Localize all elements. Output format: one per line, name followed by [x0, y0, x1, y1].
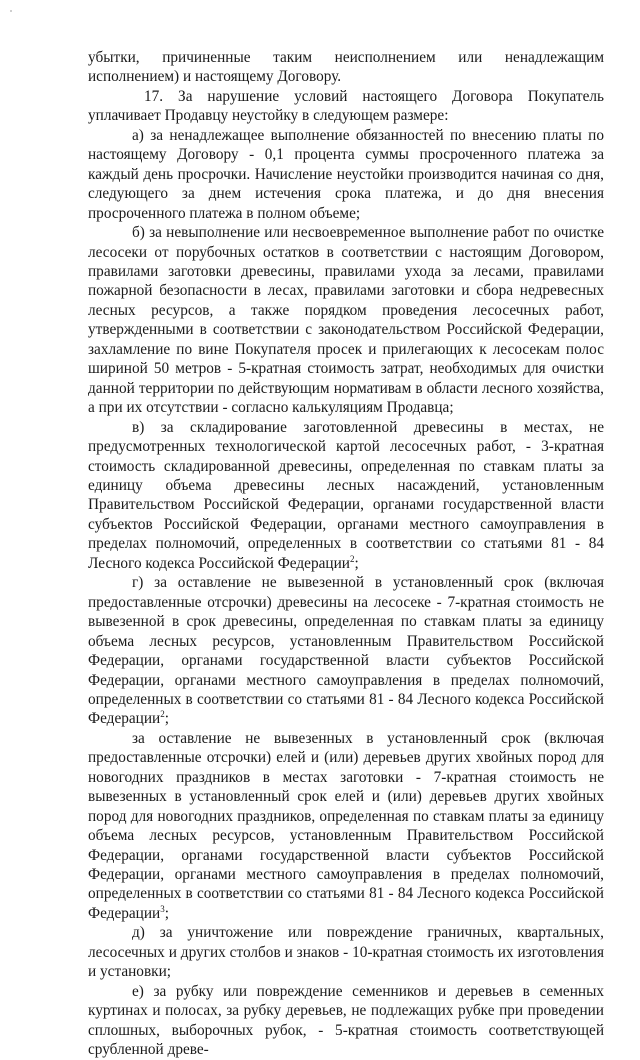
paragraph-continuation: [88, 48, 604, 87]
paragraph-text: в) за складирование заготовленной древесины в местах, не предусмотренных технологической картой лесосечных работ, - 3-кратная стоимость складированной древесины, определенная по ставкам платы за единицу объема древесины лесных насаждений, установленным Правительством Российской Федерации, органами государственной власти субъектов Российской Федерации, органами местного самоуправления в пределах полномочий, определенных в соответствии со статьями 81 - 84 Лесного кодекса Российской Федерации: [88, 418, 604, 572]
paragraph-item-b: [88, 223, 604, 418]
document-page: [88, 48, 604, 1060]
paragraph-tail: ;: [164, 710, 169, 728]
paragraph-item-v: [88, 418, 604, 574]
paragraph-text: б) за невыполнение или несвоевременное выполнение работ по очистке лесосеки от порубочных остатков в соответствии с настоящим Договором, правилами заготовки древесины, правилами ухода за лесами, правилами пожарной безопасности в лесах, правилами заготовки и сбора недревесных лесных ресурсов, а также порядком проведения лесосечных работ, утвержденными в соответствии с законодательством Российской Федерации, захламление по вине Покупателя просек и прилегающих к лесосекам полос шириной 50 метров - 5-кратная стоимость затрат, необходимых для очистки данной территории по действующим нормативам в области лесного хозяйства, а при их отсутствии - согласно калькуляциям Продавца;: [88, 224, 604, 417]
paragraph-text: д) за уничтожение или повреждение граничных, квартальных, лесосечных и других столбов и знаков - 10-кратная стоимость их изготовления и установки;: [88, 924, 604, 981]
paragraph-tail: ;: [354, 554, 359, 572]
paragraph-text: е) за рубку или повреждение семенников и деревьев в семенных куртинах и полосах, за рубку деревьев, не подлежащих рубке при проведении сплошных, выборочных рубок, - 5-кратная стоимость соответствующей срубленной древе-: [88, 982, 604, 1059]
paragraph-text: а) за ненадлежащее выполнение обязанностей по внесению платы по настоящему Договору - 0,1 процента суммы просроченного платежа за каждый день просрочки. Начисление неустойки производится начиная со дня, следующего за днем истечения срока платежа, и до дня внесения просроченного платежа в полном объеме;: [88, 126, 604, 222]
paragraph-item-e: [88, 982, 604, 1060]
paragraph-item-a: [88, 126, 604, 223]
paragraph-item-g-continued: [88, 729, 604, 924]
paragraph-text: за оставление не вывезенных в установленный срок (включая предоставленные отсрочки) елей и (или) деревьев других хвойных пород для новогодних праздников в местах заготовки - 7-кратная стоимость не вывезенных в установленный срок елей и (или) деревьев других хвойных пород для новогодних праздников, определенная по ставкам платы за единицу объема лесных ресурсов, установленным Правительством Российской Федерации, органами государственной власти субъектов Российской Федерации, органами местного самоуправления в пределах полномочий, определенных в соответствии со статьями 81 - 84 Лесного кодекса Российской Федерации: [88, 729, 604, 922]
paragraph-text: убытки, причиненные таким неисполнением или ненадлежащим исполнением) и настоящему Договору.: [88, 49, 604, 86]
footnote-ref: 2: [349, 553, 355, 564]
scan-artifact: [10, 10, 12, 12]
paragraph-text: г) за оставление не вывезенной в установленный срок (включая предоставленные отсрочки) древесины на лесосеке - 7-кратная стоимость не вывезенной в срок древесины, определенная по ставкам платы за единицу объема лесных ресурсов, установленным Правительством Российской Федерации, органами государственной власти субъектов Российской Федерации, органами местного самоуправления в пределах полномочий, определенных в соответствии со статьями 81 - 84 Лесного кодекса Российской Федерации: [88, 574, 604, 728]
footnote-ref: 2: [160, 709, 165, 720]
paragraph-clause-17: [88, 87, 604, 126]
paragraph-text: 17. За нарушение условий настоящего Договора Покупатель уплачивает Продавцу неустойку в следующем размере:: [88, 87, 604, 125]
paragraph-item-g: [88, 573, 604, 729]
paragraph-tail: ;: [164, 904, 169, 922]
paragraph-item-d: [88, 923, 604, 981]
footnote-ref: 3: [160, 903, 165, 914]
